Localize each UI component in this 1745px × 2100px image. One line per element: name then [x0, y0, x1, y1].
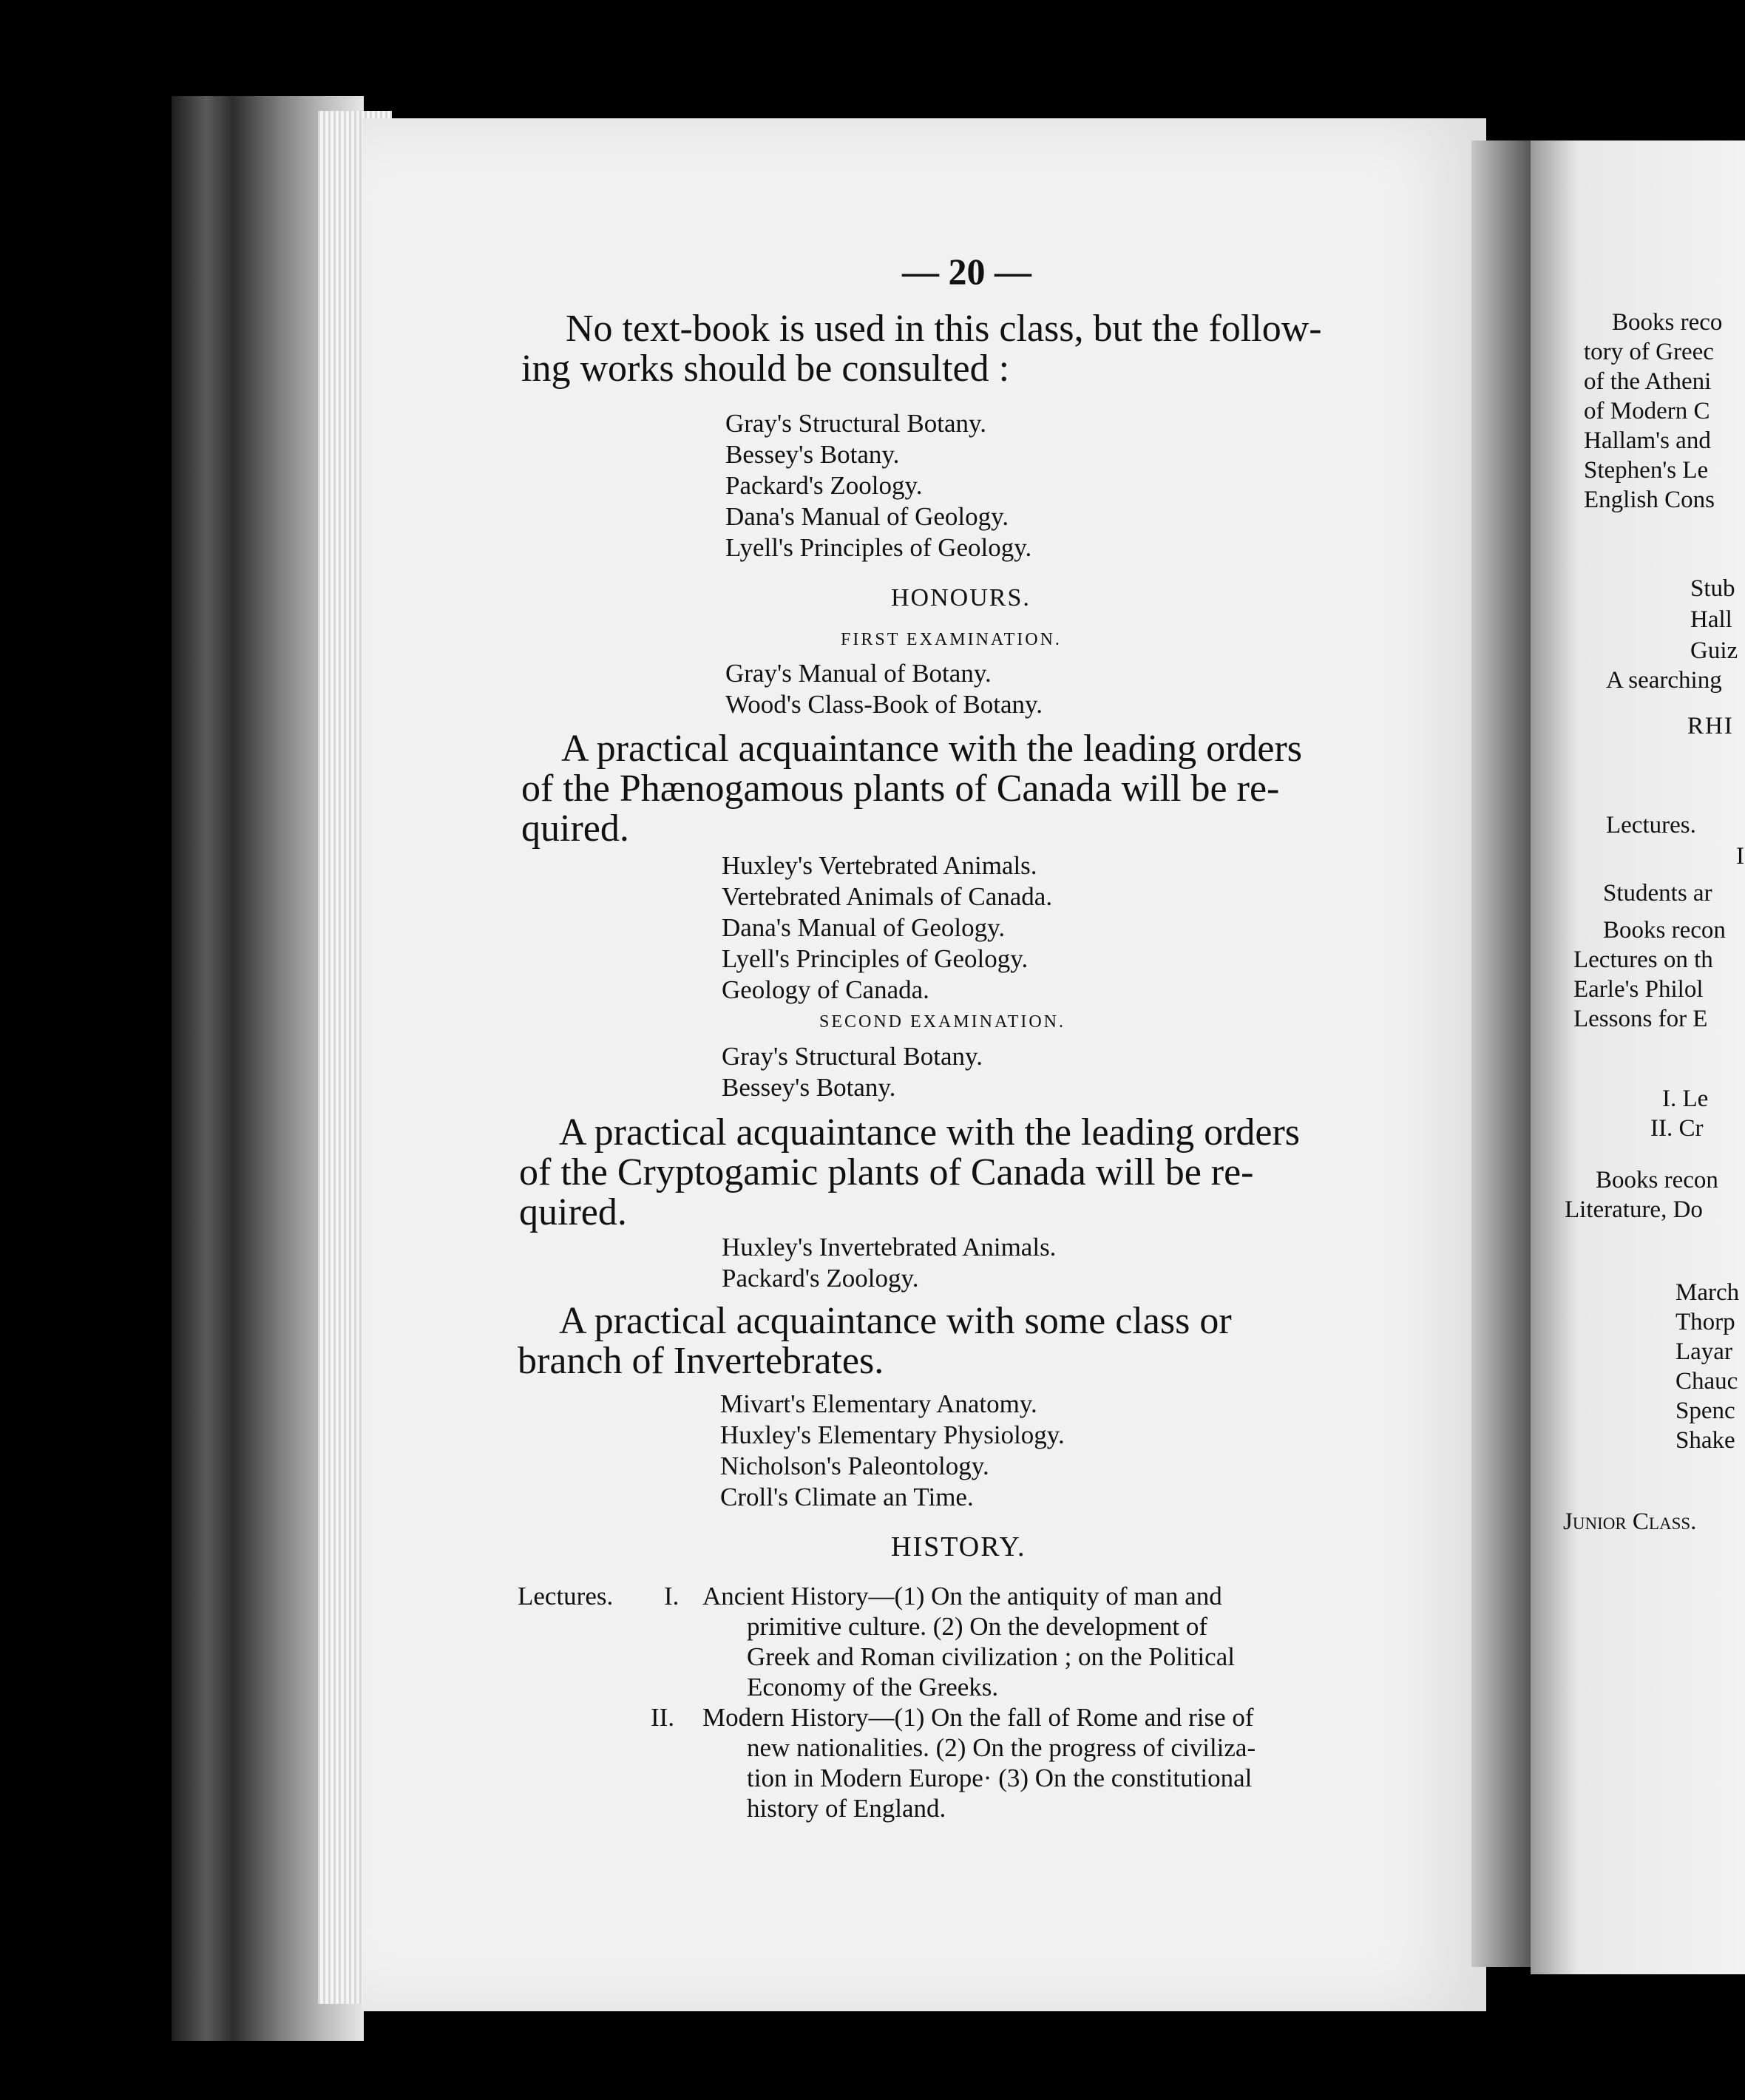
right-page-text: March: [1675, 1279, 1740, 1306]
right-page-text: Stephen's Le: [1584, 457, 1709, 484]
right-page-text: Books recon: [1596, 1167, 1718, 1193]
intro-line: No text-book is used in this class, but the follow-: [566, 308, 1322, 350]
right-page-text: Stub: [1690, 575, 1735, 602]
book-item: Mivart's Elementary Anatomy.: [720, 1389, 1037, 1418]
book-item: Dana's Manual of Geology.: [725, 502, 1009, 531]
book-item: Gray's Manual of Botany.: [725, 659, 992, 688]
book-item: Lyell's Principles of Geology.: [722, 944, 1029, 973]
right-page-text: Earle's Philol: [1573, 976, 1704, 1003]
book-item: Nicholson's Paleontology.: [720, 1452, 989, 1480]
intro-line: ing works should be consulted :: [521, 348, 1010, 390]
right-page-text: I. Le: [1662, 1085, 1709, 1112]
book-item: Bessey's Botany.: [725, 440, 900, 469]
lecture-line: Ancient History—(1) On the antiquity of man and: [702, 1582, 1222, 1610]
right-page-text: Spenc: [1675, 1398, 1735, 1424]
book-item: Croll's Climate an Time.: [720, 1483, 974, 1511]
book-item: Huxley's Vertebrated Animals.: [722, 851, 1037, 880]
lecture-line: Modern History—(1) On the fall of Rome and rise of: [702, 1703, 1254, 1732]
right-page: [1531, 140, 1745, 1974]
lecture-line: primitive culture. (2) On the development of: [747, 1612, 1208, 1641]
book-list: [722, 1041, 983, 1103]
book-list: [722, 1232, 1056, 1294]
lecture-ancient-history: [702, 1581, 1417, 1702]
book-item: Packard's Zoology.: [722, 1264, 919, 1293]
right-page-text: of the Atheni: [1584, 368, 1712, 395]
lecture-line: new nationalities. (2) On the progress of civiliza-: [747, 1733, 1256, 1762]
right-page-text: A searching: [1606, 667, 1722, 694]
lecture-modern-history: [702, 1702, 1417, 1823]
history-heading: HISTORY.: [891, 1531, 1026, 1562]
paragraph-line: of the Phænogamous plants of Canada will be re-: [521, 768, 1280, 810]
lecture-line: history of England.: [747, 1794, 946, 1823]
right-page-text: II. Cr: [1650, 1115, 1704, 1142]
lecture-line: Economy of the Greeks.: [747, 1673, 999, 1701]
lecture-numeral: I.: [664, 1582, 680, 1610]
right-page-heading: RHI: [1687, 713, 1734, 739]
book-item: Lyell's Principles of Geology.: [725, 533, 1032, 562]
right-page-text: tory of Greec: [1584, 339, 1714, 365]
lecture-numeral: II.: [651, 1703, 675, 1732]
paragraph-line: A practical acquaintance with the leading orders: [559, 1111, 1301, 1154]
book-item: Gray's Structural Botany.: [722, 1042, 983, 1071]
book-item: Gray's Structural Botany.: [725, 409, 986, 438]
lecture-line: Greek and Roman civilization ; on the Political: [747, 1642, 1235, 1671]
practical-paragraph: [518, 1301, 1420, 1381]
book-item: Vertebrated Animals of Canada.: [722, 882, 1053, 911]
right-page-text: English Cons: [1584, 487, 1715, 513]
right-page-text: I: [1736, 843, 1744, 870]
paragraph-line: quired.: [519, 1191, 627, 1233]
honours-heading: HONOURS.: [891, 584, 1031, 612]
book-item: Dana's Manual of Geology.: [722, 913, 1006, 942]
right-page-text: Lessons for E: [1573, 1006, 1708, 1032]
book-item: Wood's Class-Book of Botany.: [725, 690, 1043, 719]
first-exam-heading: FIRST EXAMINATION.: [841, 630, 1062, 649]
page-number: — 20 —: [902, 251, 1031, 292]
book-item: Huxley's Elementary Physiology.: [720, 1420, 1065, 1449]
right-page-text: Hallam's and: [1584, 427, 1711, 454]
right-page-text: Hall: [1690, 606, 1732, 633]
book-list: [725, 658, 1043, 720]
right-page-text: Books recon: [1603, 917, 1726, 944]
book-item: Bessey's Botany.: [722, 1073, 896, 1102]
right-page-text: Lectures.: [1606, 812, 1696, 839]
right-page-text: of Modern C: [1584, 398, 1710, 424]
right-page-text: Guiz: [1690, 637, 1738, 664]
book-item: Packard's Zoology.: [725, 471, 923, 500]
right-page-text: Layar: [1675, 1338, 1732, 1365]
right-page-text: Shake: [1675, 1427, 1735, 1454]
lecture-line: tion in Modern Europe· (3) On the constitutional: [747, 1764, 1253, 1792]
right-page-text: Chauc: [1675, 1368, 1738, 1395]
book-list: [725, 408, 1031, 563]
book-list: [720, 1389, 1065, 1513]
right-page-text: Junior Class.: [1563, 1508, 1697, 1535]
paragraph-line: quired.: [521, 807, 629, 850]
right-page-text: Students ar: [1603, 880, 1712, 907]
right-page-text: Thorp: [1675, 1309, 1735, 1335]
book-item: Geology of Canada.: [722, 975, 929, 1004]
right-page-text: Literature, Do: [1565, 1196, 1703, 1223]
practical-paragraph: [521, 729, 1420, 849]
practical-paragraph: [519, 1113, 1420, 1233]
right-page-text: Lectures on th: [1573, 946, 1713, 973]
book-list: [722, 850, 1052, 1006]
paragraph-line: A practical acquaintance with the leading orders: [561, 728, 1303, 770]
lectures-label: Lectures.: [518, 1582, 614, 1610]
intro-paragraph: [521, 309, 1420, 389]
paragraph-line: branch of Invertebrates.: [518, 1340, 884, 1382]
right-page-text: Books reco: [1612, 309, 1723, 336]
paragraph-line: A practical acquaintance with some class or: [559, 1300, 1232, 1342]
book-item: Huxley's Invertebrated Animals.: [722, 1233, 1057, 1261]
second-exam-heading: SECOND EXAMINATION.: [819, 1012, 1065, 1032]
paragraph-line: of the Cryptogamic plants of Canada will be re-: [519, 1151, 1254, 1193]
